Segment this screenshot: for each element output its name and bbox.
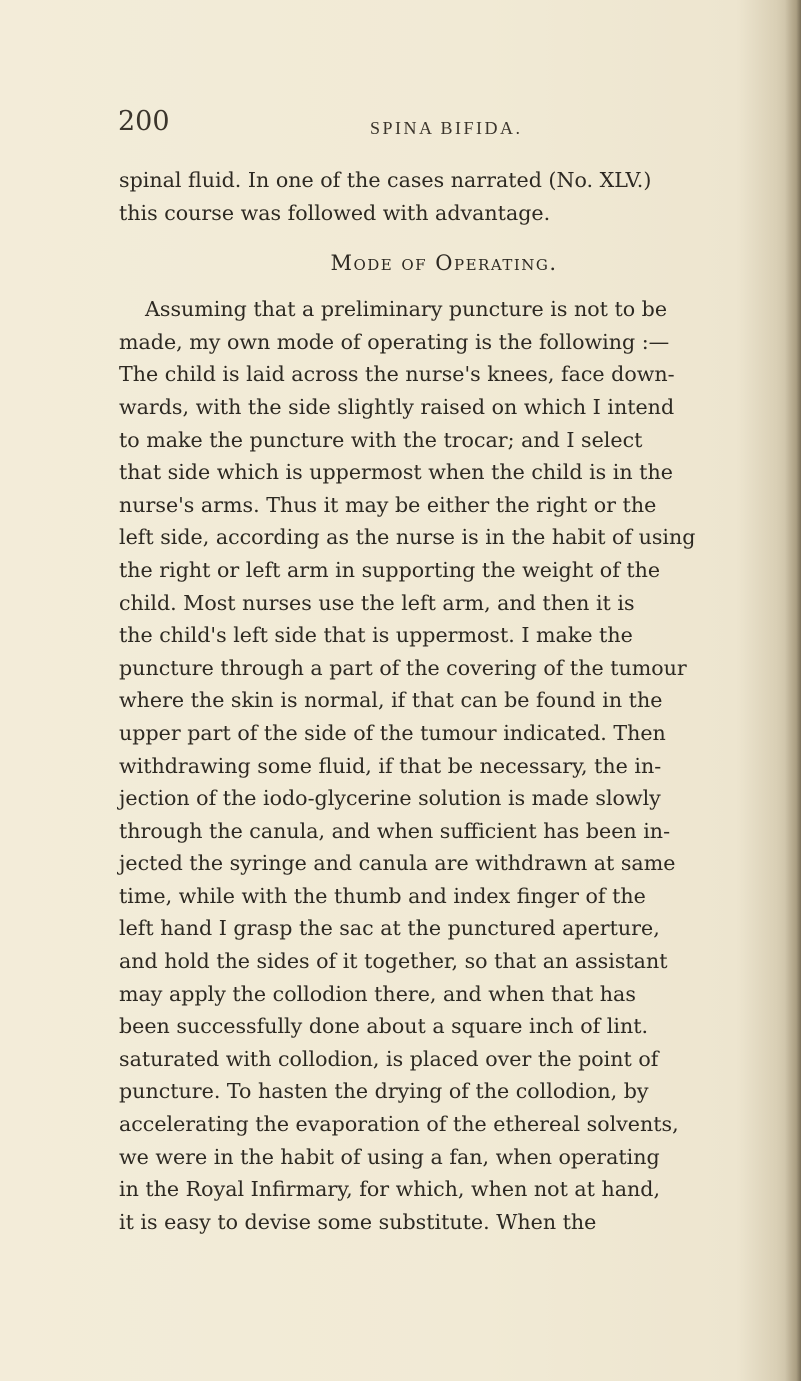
- page-number: 200: [118, 106, 170, 137]
- text-line: The child is laid across the nurse's knees, face down-: [119, 362, 675, 387]
- text-line: spinal fluid. In one of the cases narrated (No. XLV.): [119, 168, 652, 192]
- text-line: withdrawing some fluid, if that be necessary, the in-: [119, 753, 662, 778]
- running-title: SPINA BIFIDA.: [370, 118, 523, 138]
- text-line: it is easy to devise some substitute. When the: [119, 1209, 597, 1234]
- text-line: left side, according as the nurse is in the habit of using: [119, 525, 696, 550]
- text-line: the child's left side that is uppermost. I make the: [119, 623, 633, 648]
- text-line: Assuming that a preliminary puncture is not to be: [145, 297, 668, 322]
- text-line: puncture. To hasten the drying of the collodion, by: [119, 1079, 649, 1104]
- section-heading: Mode of Operating.: [330, 251, 558, 276]
- text-line: puncture through a part of the covering of the tumour: [119, 655, 687, 680]
- text-line: we were in the habit of using a fan, when operating: [119, 1144, 660, 1169]
- text-line: where the skin is normal, if that can be found in the: [119, 688, 663, 713]
- text-line: jection of the iodo-glycerine solution is made slowly: [119, 786, 661, 811]
- text-line: jected the syringe and canula are withdrawn at same: [119, 851, 676, 876]
- text-line: through the canula, and when sufficient has been in-: [119, 818, 671, 843]
- text-line: nurse's arms. Thus it may be either the right or the: [119, 492, 657, 517]
- text-line: this course was followed with advantage.: [119, 200, 551, 225]
- text-line: child. Most nurses use the left arm, and then it is: [119, 590, 635, 615]
- text-line: the right or left arm in supporting the weight of the: [119, 557, 661, 582]
- text-line: may apply the collodion there, and when that has: [119, 981, 636, 1006]
- page-edge-shadow: [785, 0, 801, 1381]
- text-line: left hand I grasp the sac at the punctured aperture,: [119, 916, 660, 941]
- body-text: [119, 164, 779, 1238]
- text-line: made, my own mode of operating is the following :—: [119, 329, 670, 354]
- text-line: saturated with collodion, is placed over the point of: [119, 1046, 659, 1071]
- text-line: been successfully done about a square inch of lint.: [119, 1014, 649, 1039]
- text-line: in the Royal Infirmary, for which, when not at hand,: [119, 1177, 661, 1202]
- text-line: upper part of the side of the tumour indicated. Then: [119, 720, 666, 745]
- text-line: to make the puncture with the trocar; and I select: [119, 427, 643, 452]
- text-line: wards, with the side slightly raised on which I intend: [119, 394, 675, 419]
- text-line: time, while with the thumb and index finger of the: [119, 883, 646, 908]
- text-line: and hold the sides of it together, so that an assistant: [119, 949, 668, 974]
- running-head: [118, 106, 768, 142]
- text-line: that side which is uppermost when the child is in the: [119, 460, 673, 485]
- text-line: accelerating the evaporation of the ethereal solvents,: [119, 1112, 679, 1137]
